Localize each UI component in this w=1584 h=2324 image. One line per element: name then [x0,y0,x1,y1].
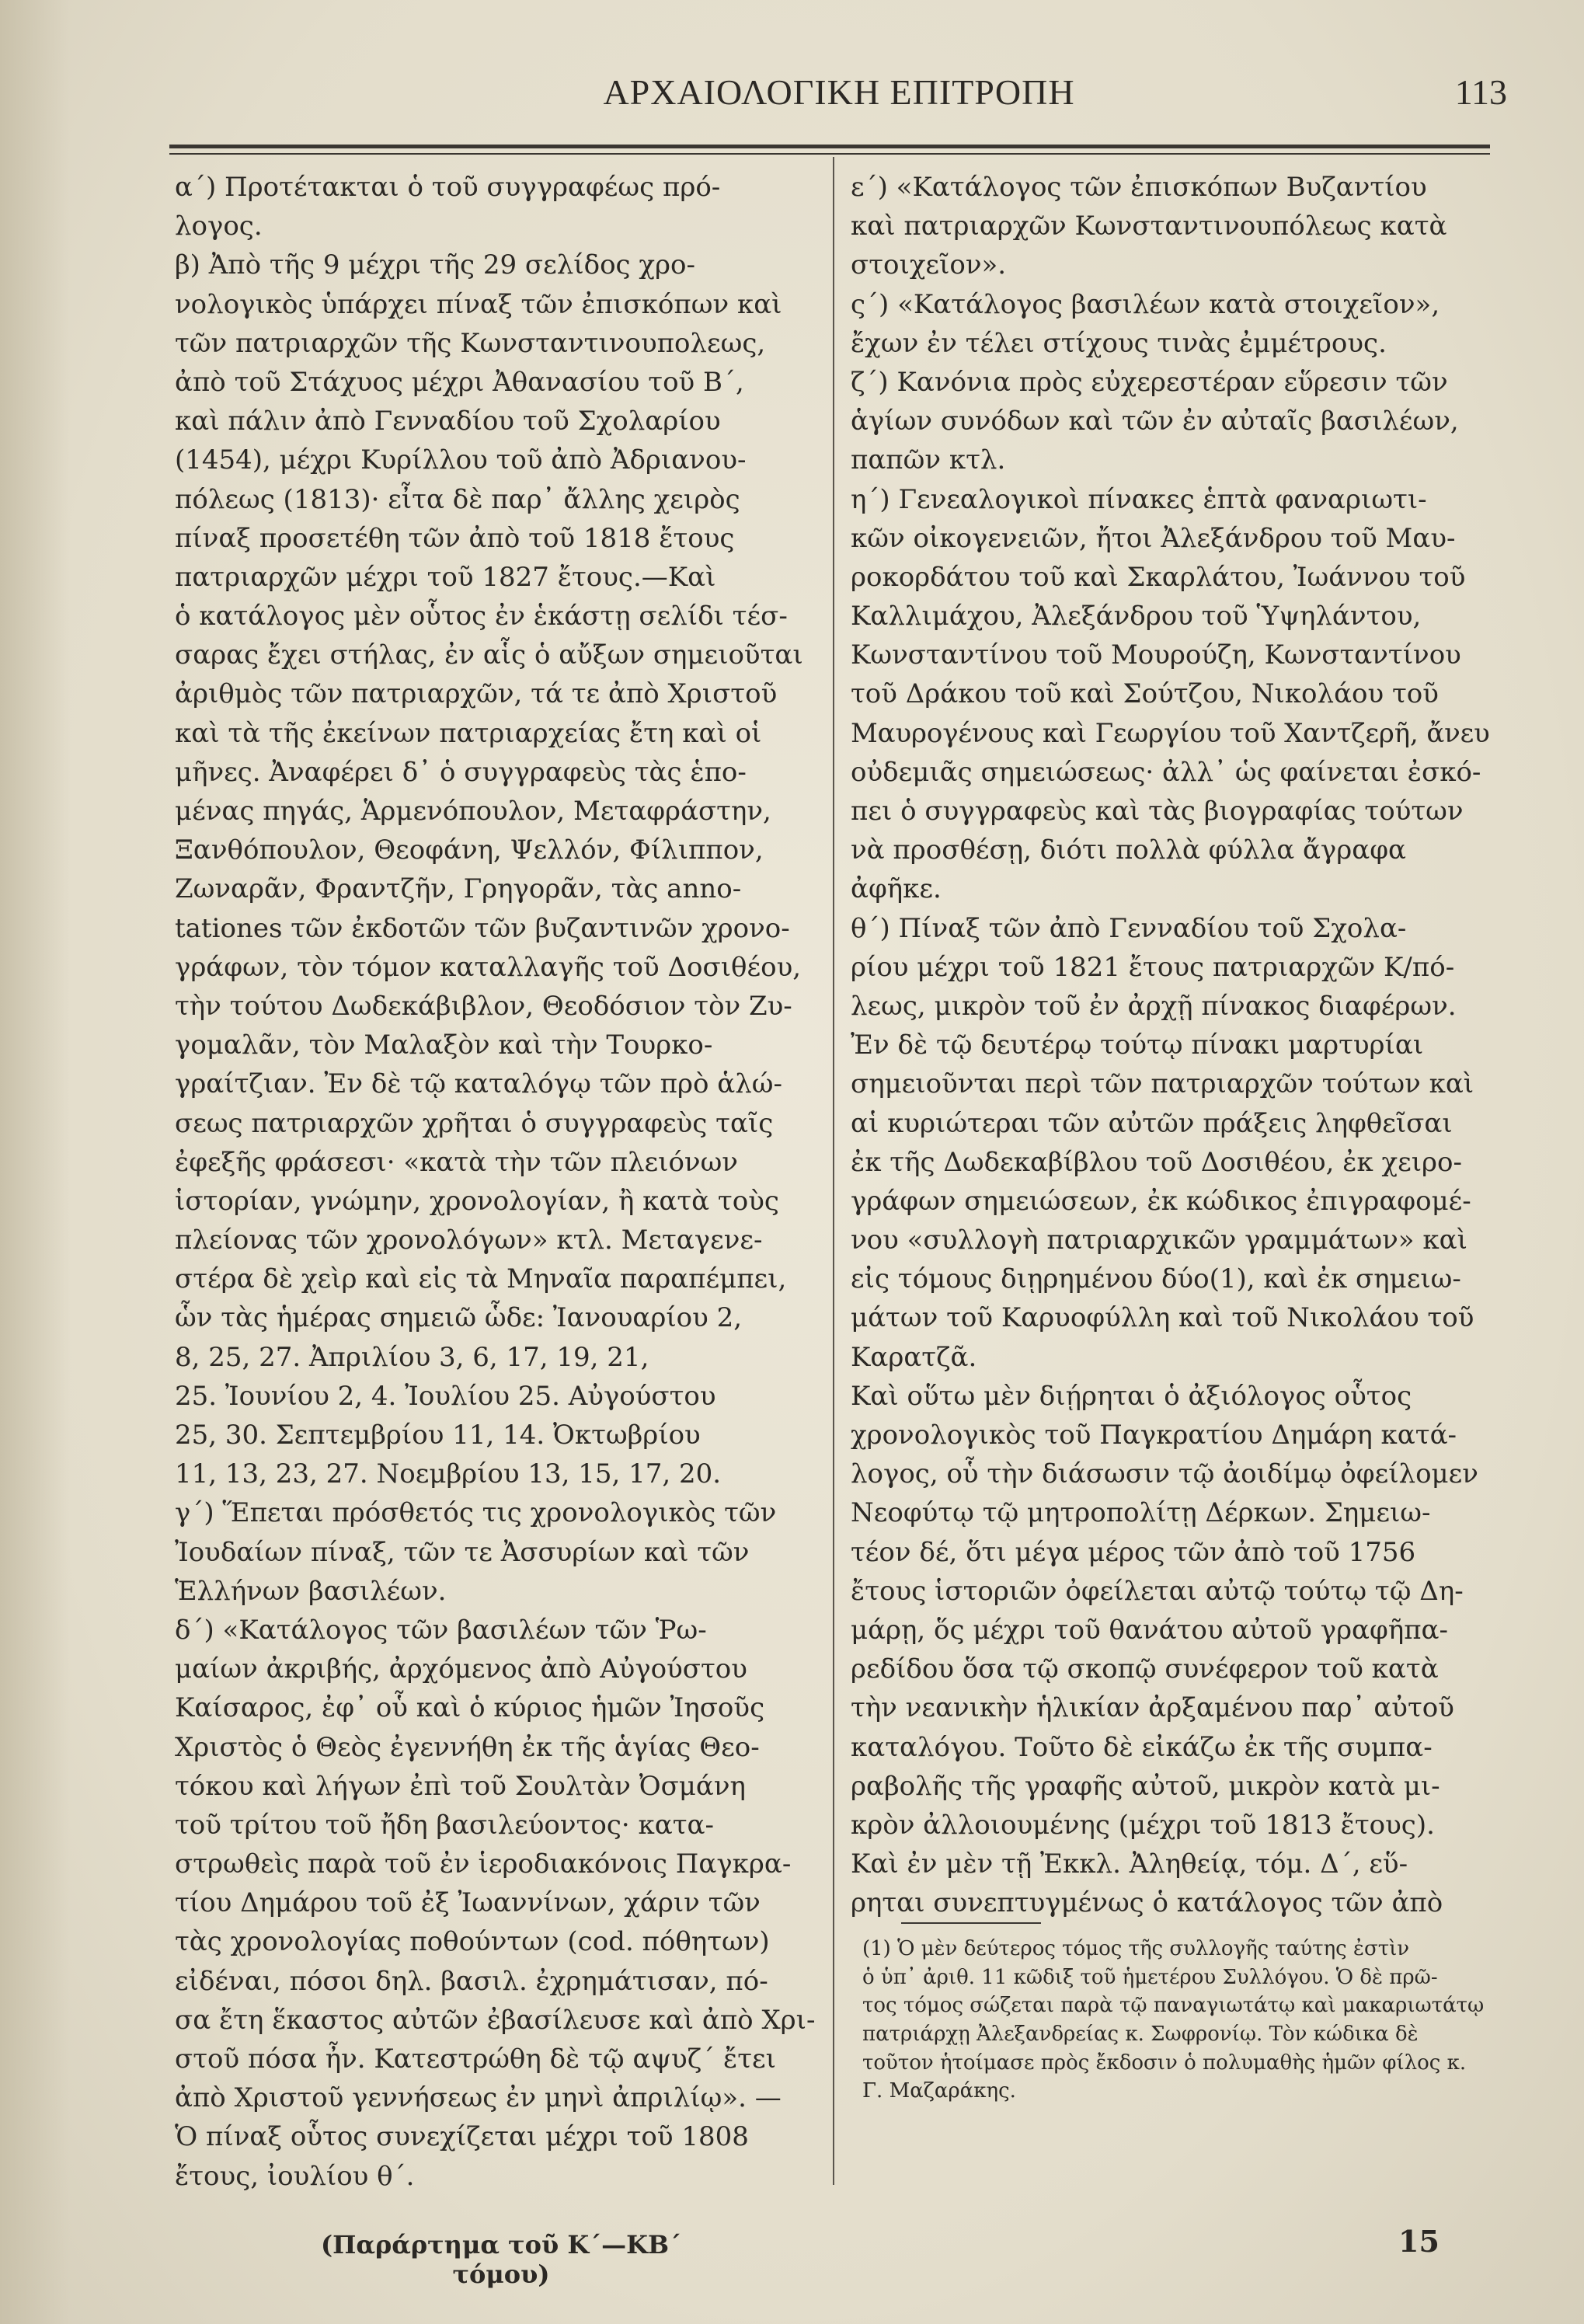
column-divider [833,157,834,2185]
text-line: ἱστορίαν, γνώμην, χρονολογίαν, ἢ κατὰ τοὺς [175,1185,779,1217]
text-line: Καὶ οὕτω μὲν διῄρηται ὁ ἀξιόλογος οὗτος [851,1380,1412,1412]
text-line: ραβολῆς τῆς γραφῆς αὐτοῦ, μικρὸν κατὰ μι- [851,1770,1440,1802]
footnote-line: τοῦτον ἡτοίμασε πρὸς ἔκδοσιν ὁ πολυμαθὴς ἡμῶν φίλος κ. [862,2050,1467,2075]
text-line: Καλλιμάχου, Ἀλεξάνδρου τοῦ Ὑψηλάντου, [851,601,1422,632]
text-line: tationes τῶν ἐκδοτῶν τῶν βυζαντινῶν χρονο- [175,912,790,944]
text-line: τοῦ τρίτου τοῦ ἤδη βασιλεύοντος· κατα- [175,1809,714,1841]
text-line: κρὸν ἀλλοιουμένης (μέχρι τοῦ 1813 ἔτους). [851,1809,1435,1841]
text-line: πλείονας τῶν χρονολόγων» κτλ. Μεταγενε- [175,1225,763,1256]
text-line: καὶ τὰ τῆς ἐκείνων πατριαρχείας ἔτη καὶ οἱ [175,717,762,749]
text-line: νὰ προσθέσῃ, διότι πολλὰ φύλλα ἄγραφα [851,834,1406,866]
text-line: (1454), μέχρι Κυρίλλου τοῦ ἀπὸ Ἀδριανου- [175,444,747,476]
text-line: ἀριθμὸς τῶν πατριαρχῶν, τά τε ἀπὸ Χριστοῦ [175,678,778,710]
text-line: γ΄) Ἕπεται πρόσθετός τις χρονολογικὸς τῶν [175,1497,777,1529]
text-line: ἔτους ἱστοριῶν ὀφείλεται αὐτῷ τούτῳ τῷ Δη- [851,1575,1464,1607]
text-line: λογος. [175,211,263,242]
text-line: σα ἔτη ἕκαστος αὐτῶν ἐβασίλευσε καὶ ἀπὸ Χρι- [175,2004,816,2036]
text-line: ροκορδάτου τοῦ καὶ Σκαρλάτου, Ἰωάννου τοῦ [851,561,1466,593]
footnote-line: ὁ ὑπ᾽ ἀριθ. 11 κῶδιξ τοῦ ἡμετέρου Συλλόγου. Ὁ δὲ πρῶ- [862,1965,1438,1989]
text-line: μάρῃ, ὅς μέχρι τοῦ θανάτου αὐτοῦ γραφῆπα- [851,1614,1448,1646]
text-line: στοῦ πόσα ἦν. Κατεστρώθη δὲ τῷ αψυζ΄ ἔτει [175,2044,776,2075]
text-line: λεως, μικρὸν τοῦ ἐν ἀρχῇ πίνακος διαφέρων. [851,990,1457,1022]
text-line: ς΄) «Κατάλογος βασιλέων κατὰ στοιχεῖον», [851,288,1440,320]
text-line: καταλόγου. Τοῦτο δὲ εἰκάζω ἐκ τῆς συμπα- [851,1731,1433,1763]
text-line: Μαυρογένους καὶ Γεωργίου τοῦ Χαντζερῆ, ἄνευ [851,717,1490,749]
text-line: νου «συλλογὴ πατριαρχικῶν γραμμάτων» καὶ [851,1225,1467,1256]
text-line: Νεοφύτῳ τῷ μητροπολίτῃ Δέρκων. Σημειω- [851,1497,1431,1529]
text-line: μάτων τοῦ Καρυοφύλλη καὶ τοῦ Νικολάου τοῦ [851,1302,1474,1334]
text-line: καὶ πατριαρχῶν Κωνσταντινουπόλεως κατὰ [851,211,1447,242]
text-line: ε΄) «Κατάλογος τῶν ἐπισκόπων Βυζαντίου [851,172,1427,203]
text-line: λογος, οὗ τὴν διάσωσιν τῷ ἀοιδίμῳ ὀφείλομεν [851,1458,1478,1490]
text-line: εἰς τόμους διῃρημένου δύο(1), καὶ ἐκ σημειω- [851,1263,1461,1295]
text-line: ζ΄) Κανόνια πρὸς εὐχερεστέραν εὕρεσιν τῶν [851,366,1448,398]
footnote-line: πατριάρχῃ Ἀλεξανδρείας κ. Σωφρονίῳ. Τὸν κώδικα δὲ [862,2023,1419,2047]
text-line: β) Ἀπὸ τῆς 9 μέχρι τῆς 29 σελίδος χρο- [175,249,695,281]
running-head: ΑΡΧΑΙΟΛΟΓΙΚΗ ΕΠΙΤΡΟΠΗ [603,72,1075,112]
text-line: ἀπὸ Χριστοῦ γεννήσεως ἐν μηνὶ ἀπριλίῳ». — [175,2082,782,2114]
text-line: Χριστὸς ὁ Θεὸς ἐγεννήθη ἐκ τῆς ἁγίας Θεο- [175,1731,760,1763]
text-line: τὴν νεανικὴν ἡλικίαν ἀρξαμένου παρ᾽ αὐτοῦ [851,1692,1454,1724]
text-line: Καὶ ἐν μὲν τῇ Ἐκκλ. Ἀληθείᾳ, τόμ. Δ΄, εὕ- [851,1848,1408,1880]
text-line: ἀπὸ τοῦ Στάχυος μέχρι Ἀθανασίου τοῦ Β΄, [175,366,744,398]
text-line: τὴν τούτου Δωδεκάβιβλον, Θεοδόσιον τὸν Ζυ- [175,990,792,1022]
text-line: ρηται συνεπτυγμένως ὁ κατάλογος τῶν ἀπὸ [851,1887,1443,1919]
footnote-line: τος τόμος σώζεται παρὰ τῷ παναγιωτάτῳ καὶ μακαριωτάτῳ [862,1994,1485,2018]
page-header [155,71,1507,134]
signature-line: (Παράρτημα τοῦ Κ΄—ΚΒ΄ τόμου) [320,2230,682,2289]
text-line: Ξανθόπουλον, Θεοφάνη, Ψελλόν, Φίλιππον, [175,834,764,866]
text-line: γομαλᾶν, τὸν Μαλαξὸν καὶ τὴν Τουρκο- [175,1030,713,1061]
text-line: τῶν πατριαρχῶν τῆς Κωνσταντινουπολεως, [175,327,766,359]
text-line: πόλεως (1813)· εἶτα δὲ παρ᾽ ἄλλης χειρὸς [175,483,740,515]
text-line: ἁγίων συνόδων καὶ τῶν ἐν αὐταῖς βασιλέων, [851,406,1459,437]
text-line: ἀφῆκε. [851,873,942,905]
text-line: τέον δέ, ὅτι μέγα μέρος τῶν ἀπὸ τοῦ 1756 [851,1536,1416,1568]
footnote-rule [901,1922,1041,1924]
text-line: γραίτζιαν. Ἐν δὲ τῷ καταλόγῳ τῶν πρὸ ἁλώ- [175,1068,782,1100]
text-line: γράφων σημειώσεων, ἐκ κώδικος ἐπιγραφομέ- [851,1185,1471,1217]
text-line: μαίων ἀκριβής, ἀρχόμενος ἀπὸ Αὐγούστου [175,1653,747,1685]
text-line: αἱ κυριώτεραι τῶν αὐτῶν πράξεις ληφθεῖσαι [851,1107,1453,1139]
text-line: σημειοῦνται περὶ τῶν πατριαρχῶν τούτων καὶ [851,1068,1474,1100]
text-line: χρονολογικὸς τοῦ Παγκρατίου Δημάρη κατά- [851,1420,1457,1451]
text-line: α΄) Προτέτακται ὁ τοῦ συγγραφέως πρό- [175,172,721,203]
text-line: 25, 30. Σεπτεμβρίου 11, 14. Ὀκτωβρίου [175,1420,701,1451]
text-line: στοιχεῖον». [851,249,1007,281]
text-line: θ΄) Πίναξ τῶν ἀπὸ Γενναδίου τοῦ Σχολα- [851,912,1407,944]
footnote-line: Γ. Μαζαράκης. [862,2079,1016,2103]
text-line: δ΄) «Κατάλογος τῶν βασιλέων τῶν Ῥω- [175,1614,707,1646]
text-line: ἔχων ἐν τέλει στίχους τινὰς ἐμμέτρους. [851,327,1387,359]
text-line: ρεδίδου ὅσα τῷ σκοπῷ συνέφερον τοῦ κατὰ [851,1653,1439,1685]
text-line: ὁ κατάλογος μὲν οὗτος ἐν ἑκάστῃ σελίδι τέσ- [175,601,788,632]
text-line: εἰδέναι, πόσοι δηλ. βασιλ. ἐχρημάτισαν, πό- [175,1965,768,1997]
text-line: η΄) Γενεαλογικοὶ πίνακες ἑπτὰ φαναριωτι- [851,483,1427,515]
text-line: στρωθεὶς παρὰ τοῦ ἐν ἱεροδιακόνοις Παγκρα- [175,1848,792,1880]
text-line: Κωνσταντίνου τοῦ Μουρούζη, Κωνσταντίνου [851,639,1461,671]
text-line: τὰς χρονολογίας ποθούντων (cod. πόθητων) [175,1926,770,1958]
text-line: Ἰουδαίων πίναξ, τῶν τε Ἀσσυρίων καὶ τῶν [175,1536,750,1568]
text-line: 25. Ἰουνίου 2, 4. Ἰουλίου 25. Αὐγούστου [175,1380,716,1412]
text-line: τίου Δημάρου τοῦ ἐξ Ἰωαννίνων, χάριν τῶν [175,1887,761,1919]
text-line: Καίσαρος, ἐφ᾽ οὗ καὶ ὁ κύριος ἡμῶν Ἰησοῦς [175,1692,765,1724]
text-line: κῶν οἰκογενειῶν, ἤτοι Ἀλεξάνδρου τοῦ Μαυ- [851,522,1456,554]
text-line: παπῶν κτλ. [851,444,1006,476]
text-line: ρίου μέχρι τοῦ 1821 ἔτους πατριαρχῶν Κ/πό- [851,951,1455,983]
text-line: μῆνες. Ἀναφέρει δ᾽ ὁ συγγραφεὺς τὰς ἑπο- [175,756,747,788]
text-line: πίναξ προσετέθη τῶν ἀπὸ τοῦ 1818 ἔτους [175,522,735,554]
text-line: ὧν τὰς ἡμέρας σημειῶ ὧδε: Ἰανουαρίου 2, [175,1302,743,1334]
text-line: τοῦ Δράκου τοῦ καὶ Σούτζου, Νικολάου τοῦ [851,678,1439,710]
sheet-number: 15 [1398,2224,1440,2259]
text-line: οὐδεμιᾶς σημειώσεως· ἀλλ᾽ ὡς φαίνεται ἐσκό- [851,756,1481,788]
text-line: σεως πατριαρχῶν χρῆται ὁ συγγραφεὺς ταῖς [175,1107,774,1139]
footnote-line: (1) Ὁ μὲν δεύτερος τόμος τῆς συλλογῆς ταύτης ἐστὶν [862,1937,1410,1960]
text-line: τόκου καὶ λήγων ἐπὶ τοῦ Σουλτὰν Ὀσμάνη [175,1770,746,1802]
text-line: ἔτους, ἰουλίου θ΄. [175,2160,415,2192]
binding-shadow [0,0,70,2324]
text-line: γράφων, τὸν τόμον καταλλαγῆς τοῦ Δοσιθέου, [175,951,802,983]
text-line: καὶ πάλιν ἀπὸ Γενναδίου τοῦ Σχολαρίου [175,406,721,437]
right-column [851,168,1490,1922]
text-line: Καρατζᾶ. [851,1341,977,1373]
page-number: 113 [1454,72,1507,112]
text-line: 11, 13, 23, 27. Νοεμβρίου 13, 15, 17, 20. [175,1458,722,1490]
text-line: πει ὁ συγγραφεὺς καὶ τὰς βιογραφίας τούτων [851,796,1464,827]
text-line: μένας πηγάς, Ἁρμενόπουλον, Μεταφράστην, [175,796,771,827]
text-line: Ζωναρᾶν, Φραντζῆν, Γρηγορᾶν, τὰς anno- [175,873,742,905]
text-line: πατριαρχῶν μέχρι τοῦ 1827 ἔτους.—Καὶ [175,561,716,593]
text-line: στέρα δὲ χεὶρ καὶ εἰς τὰ Μηναῖα παραπέμπει, [175,1263,787,1295]
text-line: Ἑλλήνων βασιλέων. [175,1575,447,1607]
text-line: σαρας ἔχει στήλας, ἐν αἷς ὁ αὔξων σημειοῦται [175,639,803,671]
text-line: Ἐν δὲ τῷ δευτέρῳ τούτῳ πίνακι μαρτυρίαι [851,1030,1424,1061]
header-rule-thick [169,145,1490,148]
text-line: ἐκ τῆς Δωδεκαβίβλου τοῦ Δοσιθέου, ἐκ χειρο- [851,1146,1462,1178]
text-line: Ὁ πίναξ οὗτος συνεχίζεται μέχρι τοῦ 1808 [175,2121,749,2153]
left-column [175,168,816,2196]
footnote [862,1935,1492,2106]
text-line: ἐφεξῆς φράσεσι· «κατὰ τὴν τῶν πλειόνων [175,1146,738,1178]
header-rule-thin [169,153,1490,155]
text-line: 8, 25, 27. Ἀπριλίου 3, 6, 17, 19, 21, [175,1341,649,1373]
text-line: νολογικὸς ὑπάρχει πίναξ τῶν ἐπισκόπων καὶ [175,288,782,320]
